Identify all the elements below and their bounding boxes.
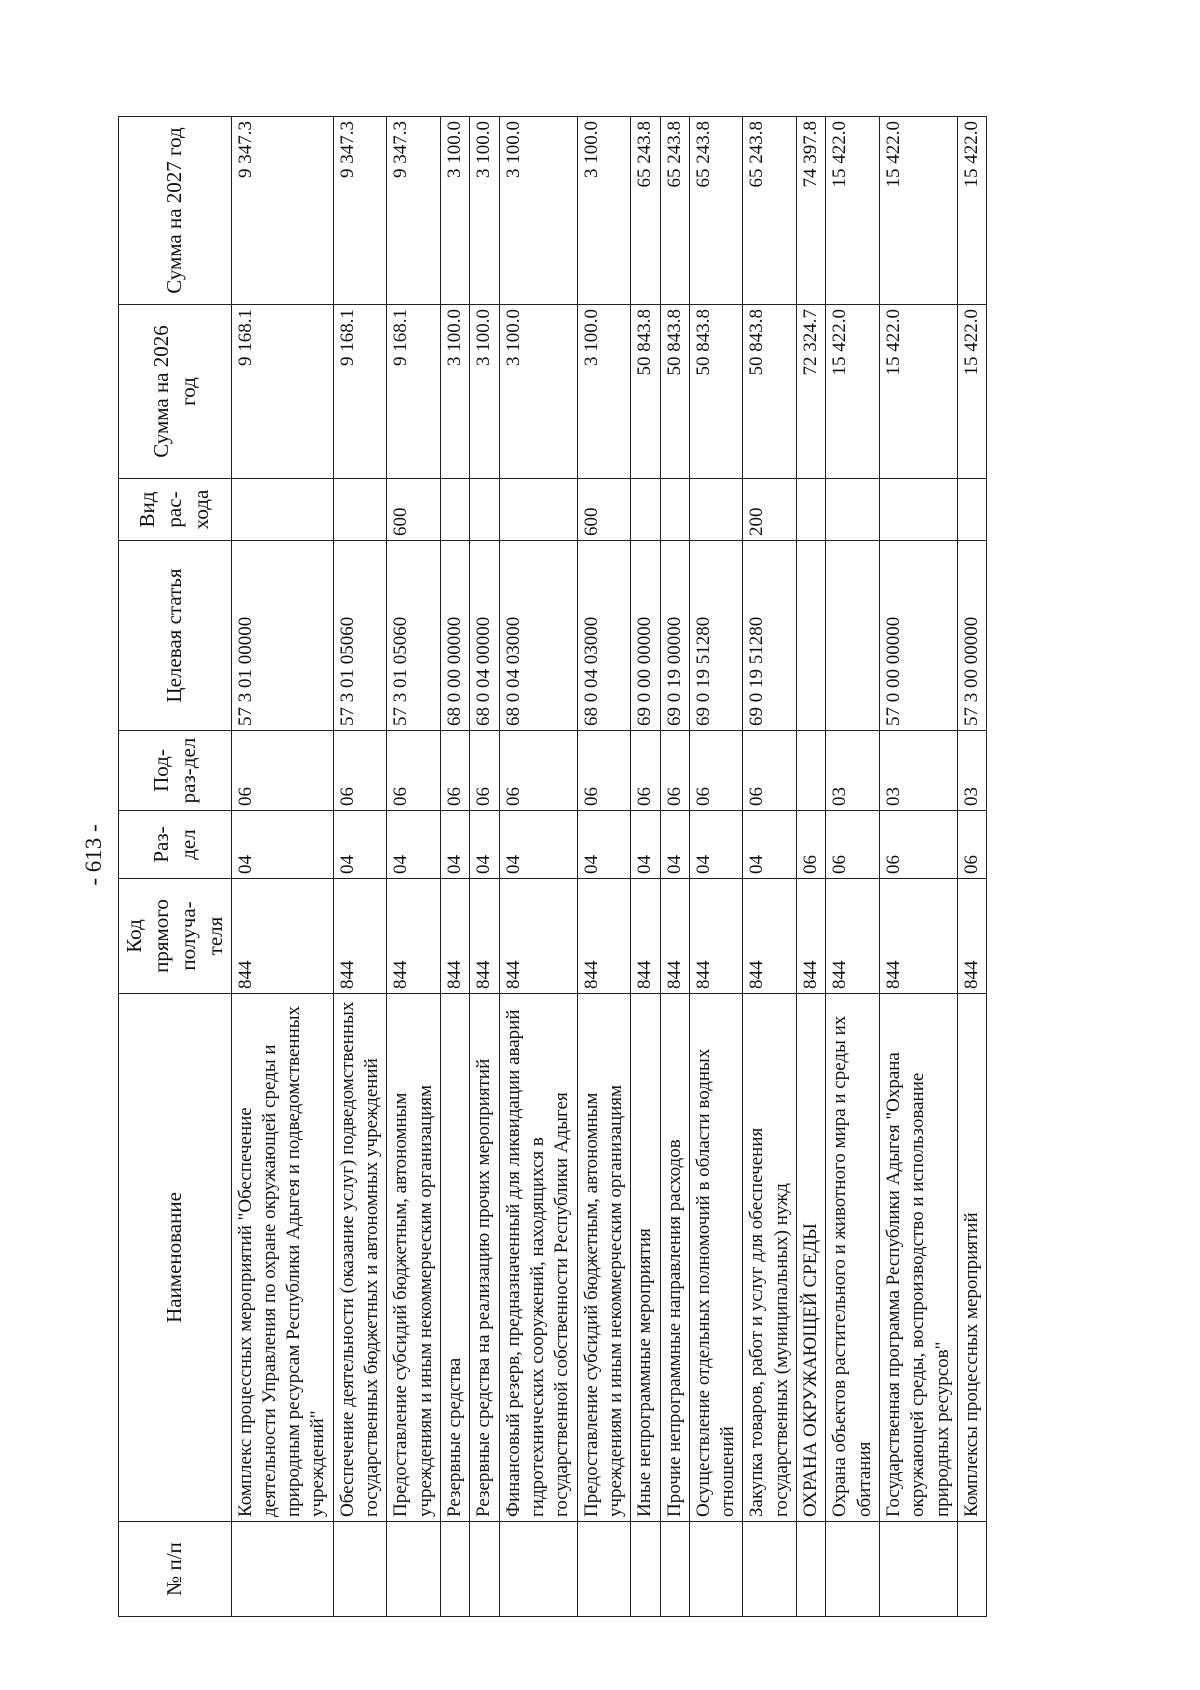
cell-expense	[333, 479, 387, 541]
cell-sum-2027: 3 100.0	[577, 117, 631, 305]
cell-target	[826, 541, 880, 731]
cell-name: Резервные средства	[441, 994, 470, 1522]
cell-name: Резервные средства на реализацию прочих мероприятий	[470, 994, 499, 1522]
cell-section: 04	[631, 811, 660, 879]
cell-sum-2027: 15 422.0	[957, 117, 986, 305]
cell-sum-2026: 50 843.8	[631, 305, 660, 479]
cell-subsection: 06	[333, 731, 387, 811]
cell-target: 57 3 00 00000	[957, 541, 986, 731]
table-row	[957, 117, 986, 1617]
budget-table-container	[118, 117, 1062, 1617]
cell-recipient: 844	[577, 879, 631, 994]
cell-expense	[499, 479, 577, 541]
cell-subsection: 06	[660, 731, 689, 811]
cell-subsection: 06	[577, 731, 631, 811]
cell-subsection: 06	[499, 731, 577, 811]
cell-expense	[660, 479, 689, 541]
table-row	[689, 117, 743, 1617]
cell-sum-2027: 3 100.0	[470, 117, 499, 305]
cell-target: 57 3 01 00000	[231, 541, 333, 731]
cell-target: 57 3 01 05060	[333, 541, 387, 731]
table-row	[743, 117, 797, 1617]
cell-expense	[880, 479, 958, 541]
cell-recipient: 844	[333, 879, 387, 994]
cell-name: Закупка товаров, работ и услуг для обеспечения государственных (муниципальных) нужд	[743, 994, 797, 1522]
table-row	[880, 117, 958, 1617]
cell-sum-2026: 9 168.1	[231, 305, 333, 479]
table-row	[441, 117, 470, 1617]
cell-target: 68 0 04 03000	[577, 541, 631, 731]
header-name: Наименование	[119, 994, 232, 1522]
cell-recipient: 844	[826, 879, 880, 994]
cell-section: 06	[826, 811, 880, 879]
cell-num	[631, 1522, 660, 1617]
cell-num	[470, 1522, 499, 1617]
cell-subsection: 06	[743, 731, 797, 811]
header-section: Раз-дел	[119, 811, 232, 879]
cell-name: Комплекс процессных мероприятий "Обеспечение деятельности Управления по охране окружающей среды и природным ресурсам Республики Адыгея и подведомственных учреждений"	[231, 994, 333, 1522]
cell-recipient: 844	[499, 879, 577, 994]
table-row	[470, 117, 499, 1617]
cell-num	[660, 1522, 689, 1617]
cell-num	[577, 1522, 631, 1617]
cell-section: 04	[577, 811, 631, 879]
cell-num	[797, 1522, 826, 1617]
cell-name: Обеспечение деятельности (оказание услуг) подведомственных государственных бюджетных и автономных учреждений	[333, 994, 387, 1522]
cell-sum-2026: 15 422.0	[957, 305, 986, 479]
cell-target: 68 0 04 03000	[499, 541, 577, 731]
cell-expense	[957, 479, 986, 541]
cell-expense	[797, 479, 826, 541]
cell-sum-2027: 74 397.8	[797, 117, 826, 305]
cell-name: Иные непрограммные мероприятия	[631, 994, 660, 1522]
cell-subsection: 03	[826, 731, 880, 811]
cell-recipient: 844	[470, 879, 499, 994]
header-sum-2027: Сумма на 2027 год	[119, 117, 232, 305]
table-row	[387, 117, 441, 1617]
header-num: № п/п	[119, 1522, 232, 1617]
cell-section: 06	[957, 811, 986, 879]
cell-expense: 600	[577, 479, 631, 541]
cell-section: 04	[743, 811, 797, 879]
cell-num	[441, 1522, 470, 1617]
cell-name: Охрана объектов растительного и животного мира и среды их обитания	[826, 994, 880, 1522]
cell-section: 04	[499, 811, 577, 879]
cell-target: 57 0 00 00000	[880, 541, 958, 731]
cell-num	[826, 1522, 880, 1617]
cell-expense	[231, 479, 333, 541]
header-row	[119, 117, 232, 1617]
cell-subsection: 06	[231, 731, 333, 811]
cell-sum-2027: 3 100.0	[499, 117, 577, 305]
cell-subsection	[797, 731, 826, 811]
cell-sum-2027: 9 347.3	[333, 117, 387, 305]
budget-table	[118, 116, 987, 1617]
table-row	[577, 117, 631, 1617]
cell-target: 68 0 04 00000	[470, 541, 499, 731]
cell-section: 04	[441, 811, 470, 879]
cell-name: Предоставление субсидий бюджетным, автономным учреждениям и иным некоммерческим организациям	[387, 994, 441, 1522]
cell-num	[743, 1522, 797, 1617]
cell-section: 04	[387, 811, 441, 879]
cell-sum-2026: 3 100.0	[470, 305, 499, 479]
cell-expense	[441, 479, 470, 541]
cell-target: 68 0 00 00000	[441, 541, 470, 731]
cell-sum-2027: 65 243.8	[743, 117, 797, 305]
header-recipient: Код прямого получа-теля	[119, 879, 232, 994]
table-row	[499, 117, 577, 1617]
cell-recipient: 844	[880, 879, 958, 994]
cell-sum-2027: 65 243.8	[660, 117, 689, 305]
cell-section: 06	[880, 811, 958, 879]
page-number: - 613 -	[81, 824, 106, 886]
cell-section: 04	[660, 811, 689, 879]
cell-target: 69 0 19 51280	[689, 541, 743, 731]
cell-sum-2026: 15 422.0	[880, 305, 958, 479]
cell-num	[880, 1522, 958, 1617]
cell-name: Государственная программа Республики Адыгея "Охрана окружающей среды, воспроизводство и использование природных ресурсов"	[880, 994, 958, 1522]
cell-subsection: 06	[441, 731, 470, 811]
cell-subsection: 06	[631, 731, 660, 811]
cell-name: Прочие непрограммные направления расходов	[660, 994, 689, 1522]
cell-num	[387, 1522, 441, 1617]
cell-recipient: 844	[387, 879, 441, 994]
cell-expense: 200	[743, 479, 797, 541]
cell-subsection: 03	[880, 731, 958, 811]
cell-sum-2027: 9 347.3	[387, 117, 441, 305]
cell-sum-2026: 15 422.0	[826, 305, 880, 479]
table-row	[231, 117, 333, 1617]
table-row	[660, 117, 689, 1617]
cell-recipient: 844	[797, 879, 826, 994]
cell-sum-2026: 50 843.8	[660, 305, 689, 479]
cell-subsection: 06	[387, 731, 441, 811]
cell-expense	[631, 479, 660, 541]
header-subsection: Под-раз-дел	[119, 731, 232, 811]
cell-section: 04	[470, 811, 499, 879]
cell-num	[689, 1522, 743, 1617]
cell-sum-2027: 3 100.0	[441, 117, 470, 305]
cell-sum-2026: 9 168.1	[387, 305, 441, 479]
cell-num	[499, 1522, 577, 1617]
cell-num	[957, 1522, 986, 1617]
cell-sum-2027: 65 243.8	[631, 117, 660, 305]
cell-sum-2027: 15 422.0	[880, 117, 958, 305]
cell-section: 04	[689, 811, 743, 879]
cell-sum-2026: 3 100.0	[441, 305, 470, 479]
cell-recipient: 844	[631, 879, 660, 994]
cell-recipient: 844	[231, 879, 333, 994]
cell-num	[333, 1522, 387, 1617]
cell-sum-2027: 9 347.3	[231, 117, 333, 305]
cell-expense	[826, 479, 880, 541]
cell-sum-2026: 50 843.8	[743, 305, 797, 479]
header-expense: Вид рас-хода	[119, 479, 232, 541]
cell-subsection: 03	[957, 731, 986, 811]
header-sum-2026: Сумма на 2026 год	[119, 305, 232, 479]
cell-sum-2026: 3 100.0	[499, 305, 577, 479]
cell-expense	[689, 479, 743, 541]
cell-subsection: 06	[689, 731, 743, 811]
cell-name: Финансовый резерв, предназначенный для ликвидации аварий гидротехнических сооружений, находящихся в государственной собственности Республики Адыгея	[499, 994, 577, 1522]
cell-target: 69 0 00 00000	[631, 541, 660, 731]
cell-expense: 600	[387, 479, 441, 541]
cell-target: 69 0 19 51280	[743, 541, 797, 731]
table-row	[333, 117, 387, 1617]
header-target: Целевая статья	[119, 541, 232, 731]
cell-recipient: 844	[689, 879, 743, 994]
cell-expense	[470, 479, 499, 541]
cell-target: 57 3 01 05060	[387, 541, 441, 731]
cell-name: Предоставление субсидий бюджетным, автономным учреждениям и иным некоммерческим организациям	[577, 994, 631, 1522]
cell-target: 69 0 19 00000	[660, 541, 689, 731]
table-row	[797, 117, 826, 1617]
cell-recipient: 844	[441, 879, 470, 994]
cell-recipient: 844	[743, 879, 797, 994]
cell-section: 04	[333, 811, 387, 879]
cell-name: Осуществление отдельных полномочий в области водных отношений	[689, 994, 743, 1522]
cell-recipient: 844	[957, 879, 986, 994]
cell-subsection: 06	[470, 731, 499, 811]
table-row	[631, 117, 660, 1617]
cell-sum-2026: 50 843.8	[689, 305, 743, 479]
table-row	[826, 117, 880, 1617]
cell-sum-2027: 15 422.0	[826, 117, 880, 305]
cell-name: Комплексы процессных мероприятий	[957, 994, 986, 1522]
cell-name: ОХРАНА ОКРУЖАЮЩЕЙ СРЕДЫ	[797, 994, 826, 1522]
cell-sum-2026: 72 324.7	[797, 305, 826, 479]
cell-section: 04	[231, 811, 333, 879]
cell-num	[231, 1522, 333, 1617]
cell-recipient: 844	[660, 879, 689, 994]
cell-section: 06	[797, 811, 826, 879]
cell-sum-2026: 3 100.0	[577, 305, 631, 479]
cell-sum-2027: 65 243.8	[689, 117, 743, 305]
cell-target	[797, 541, 826, 731]
cell-sum-2026: 9 168.1	[333, 305, 387, 479]
